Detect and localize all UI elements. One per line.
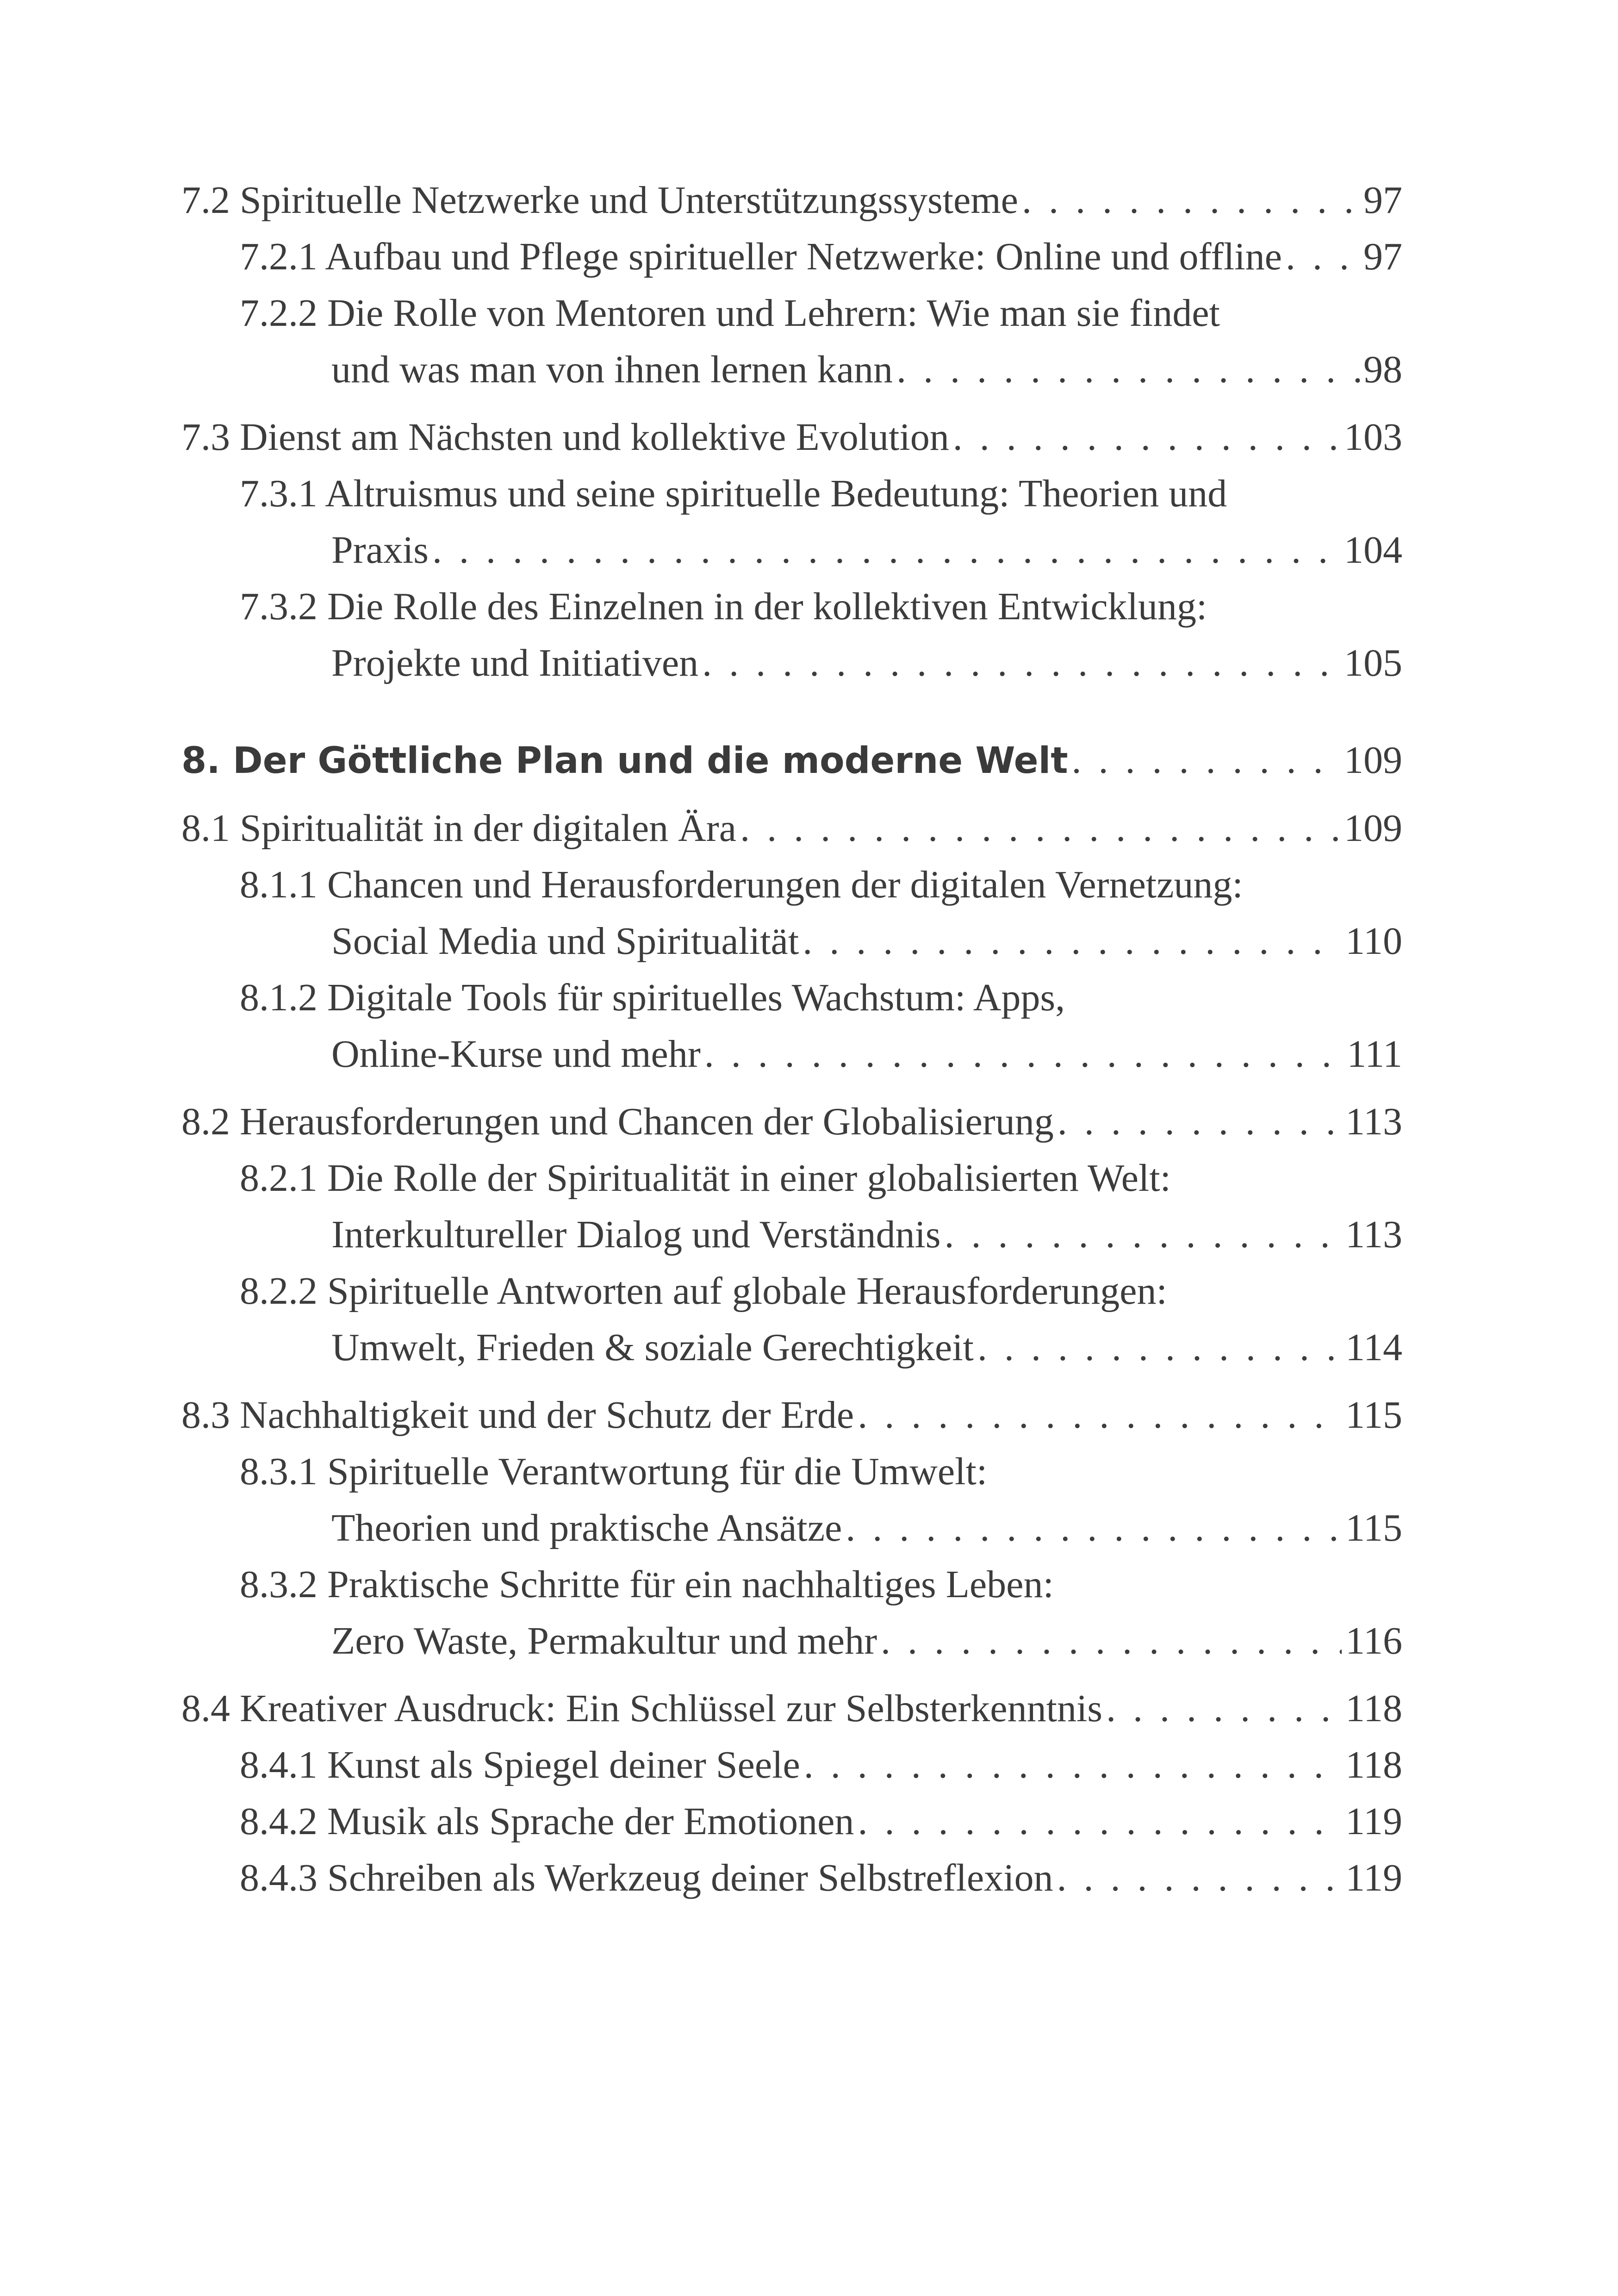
dot-leader <box>1072 732 1340 789</box>
toc-entry-title: 8.4 Kreativer Ausdruck: Ein Schlüssel zur Selbsterkenntnis <box>181 1687 1102 1730</box>
toc-entry-8-4-2[interactable] <box>181 1793 1402 1850</box>
toc-entry-page: 97 <box>1363 179 1402 222</box>
toc-entry-title-continued: Theorien und praktische Ansätze <box>331 1506 842 1549</box>
toc-entry-title: 7.2 Spirituelle Netzwerke und Unterstützungssysteme <box>181 179 1018 222</box>
toc-entry-7-3-2[interactable] <box>181 579 1402 691</box>
toc-entry-page: 97 <box>1363 235 1402 278</box>
toc-entry-page: 119 <box>1345 1800 1402 1843</box>
toc-entry-8-3-1[interactable] <box>181 1444 1402 1556</box>
toc-entry-page: 110 <box>1345 920 1402 963</box>
toc-entry-8-2-1[interactable] <box>181 1150 1402 1263</box>
dot-leader <box>1286 229 1360 285</box>
toc-entry-page: 109 <box>1344 807 1402 850</box>
toc-entry-title-continued: Praxis <box>331 529 429 572</box>
toc-entry-title-continued: Interkultureller Dialog und Verständnis <box>331 1213 941 1256</box>
toc-entry-title-continued: Umwelt, Frieden & soziale Gerechtigkeit <box>331 1326 974 1369</box>
toc-entry-page: 116 <box>1345 1619 1402 1662</box>
dot-leader <box>944 1207 1342 1263</box>
toc-entry-title-continued: Zero Waste, Permakultur und mehr <box>331 1619 877 1662</box>
toc-entry-page: 118 <box>1345 1687 1402 1730</box>
toc-entry-8-1-1[interactable] <box>181 857 1402 970</box>
toc-entry-8-4-3[interactable] <box>181 1850 1402 1906</box>
toc-entry-page: 115 <box>1345 1394 1402 1437</box>
toc-entry-8-1[interactable] <box>181 800 1402 857</box>
dot-leader <box>1058 1094 1342 1150</box>
dot-leader <box>702 635 1340 691</box>
dot-leader <box>432 522 1340 579</box>
toc-entry-title: 8.2.2 Spirituelle Antworten auf globale Herausforderungen: <box>240 1269 1167 1313</box>
toc-entry-title: 8.1 Spiritualität in der digitalen Ära <box>181 807 737 850</box>
toc-entry-7-2[interactable] <box>181 172 1402 229</box>
toc-entry-page: 114 <box>1345 1326 1402 1369</box>
toc-entry-8-3[interactable] <box>181 1387 1402 1444</box>
dot-leader <box>1106 1680 1342 1737</box>
toc-entry-page: 109 <box>1344 739 1402 782</box>
toc-entry-page: 104 <box>1344 529 1402 572</box>
dot-leader <box>881 1613 1342 1669</box>
toc-entry-title: 8.3 Nachhaltigkeit und der Schutz der Erde <box>181 1394 854 1437</box>
dot-leader <box>1022 172 1360 229</box>
toc-entry-page: 103 <box>1344 416 1402 459</box>
toc-entry-page: 111 <box>1347 1033 1402 1076</box>
dot-leader <box>740 800 1340 857</box>
toc-entry-page: 119 <box>1345 1856 1402 1899</box>
toc-chapter-8[interactable] <box>181 732 1402 789</box>
toc-entry-8-4[interactable] <box>181 1680 1402 1737</box>
toc-entry-8-4-1[interactable] <box>181 1737 1402 1793</box>
toc-entry-title-continued: Projekte und Initiativen <box>331 641 699 684</box>
toc-entry-title-continued: und was man von ihnen lernen kann <box>331 348 893 391</box>
toc-entry-title: 7.3.1 Altruismus und seine spirituelle Bedeutung: Theorien und <box>240 472 1227 515</box>
toc-entry-7-3[interactable] <box>181 409 1402 466</box>
toc-entry-title-continued: Social Media und Spiritualität <box>331 920 799 963</box>
toc-entry-title: 7.2.2 Die Rolle von Mentoren und Lehrern: Wie man sie findet <box>240 292 1220 335</box>
toc-entry-title: 8.1.2 Digitale Tools für spirituelles Wachstum: Apps, <box>240 976 1065 1019</box>
dot-leader <box>846 1500 1342 1556</box>
toc-entry-title: 8.3.2 Praktische Schritte für ein nachhaltiges Leben: <box>240 1563 1054 1606</box>
toc-entry-page: 113 <box>1345 1100 1402 1143</box>
dot-leader <box>858 1387 1342 1444</box>
toc-entry-title-continued: Online-Kurse und mehr <box>331 1033 701 1076</box>
toc-entry-7-2-2[interactable] <box>181 285 1402 398</box>
toc-entry-title: 7.3 Dienst am Nächsten und kollektive Evolution <box>181 416 949 459</box>
dot-leader <box>896 342 1360 398</box>
toc-entry-8-2[interactable] <box>181 1094 1402 1150</box>
dot-leader <box>1057 1850 1342 1906</box>
toc-entry-title: 8.3.1 Spirituelle Verantwortung für die Umwelt: <box>240 1450 988 1493</box>
toc-entry-title: 7.2.1 Aufbau und Pflege spiritueller Netzwerke: Online und offline <box>240 235 1282 278</box>
toc-entry-title: 7.3.2 Die Rolle des Einzelnen in der kollektiven Entwicklung: <box>240 585 1207 628</box>
toc-entry-page: 115 <box>1345 1506 1402 1549</box>
dot-leader <box>803 913 1342 970</box>
dot-leader <box>953 409 1340 466</box>
chapter-title: 8. Der Göttliche Plan und die moderne Welt <box>181 740 1068 782</box>
toc-entry-title: 8.4.2 Musik als Sprache der Emotionen <box>240 1800 854 1843</box>
dot-leader <box>977 1319 1342 1376</box>
toc-entry-7-2-1[interactable] <box>181 229 1402 285</box>
toc-entry-8-2-2[interactable] <box>181 1263 1402 1376</box>
toc-entry-8-3-2[interactable] <box>181 1556 1402 1669</box>
toc-entry-page: 98 <box>1363 348 1402 391</box>
toc-entry-title: 8.2.1 Die Rolle der Spiritualität in einer globalisierten Welt: <box>240 1157 1171 1200</box>
toc-entry-7-3-1[interactable] <box>181 466 1402 579</box>
toc-entry-title: 8.2 Herausforderungen und Chancen der Globalisierung <box>181 1100 1054 1143</box>
dot-leader <box>858 1793 1342 1850</box>
toc-entry-title: 8.4.3 Schreiben als Werkzeug deiner Selbstreflexion <box>240 1856 1053 1899</box>
dot-leader <box>704 1026 1343 1083</box>
toc-entry-title: 8.4.1 Kunst als Spiegel deiner Seele <box>240 1743 800 1786</box>
toc-entry-page: 118 <box>1345 1743 1402 1786</box>
toc-entry-page: 105 <box>1344 641 1402 684</box>
dot-leader <box>804 1737 1342 1793</box>
toc-entry-title: 8.1.1 Chancen und Herausforderungen der digitalen Vernetzung: <box>240 863 1243 906</box>
table-of-contents <box>181 172 1402 1906</box>
toc-entry-page: 113 <box>1345 1213 1402 1256</box>
toc-entry-8-1-2[interactable] <box>181 970 1402 1083</box>
